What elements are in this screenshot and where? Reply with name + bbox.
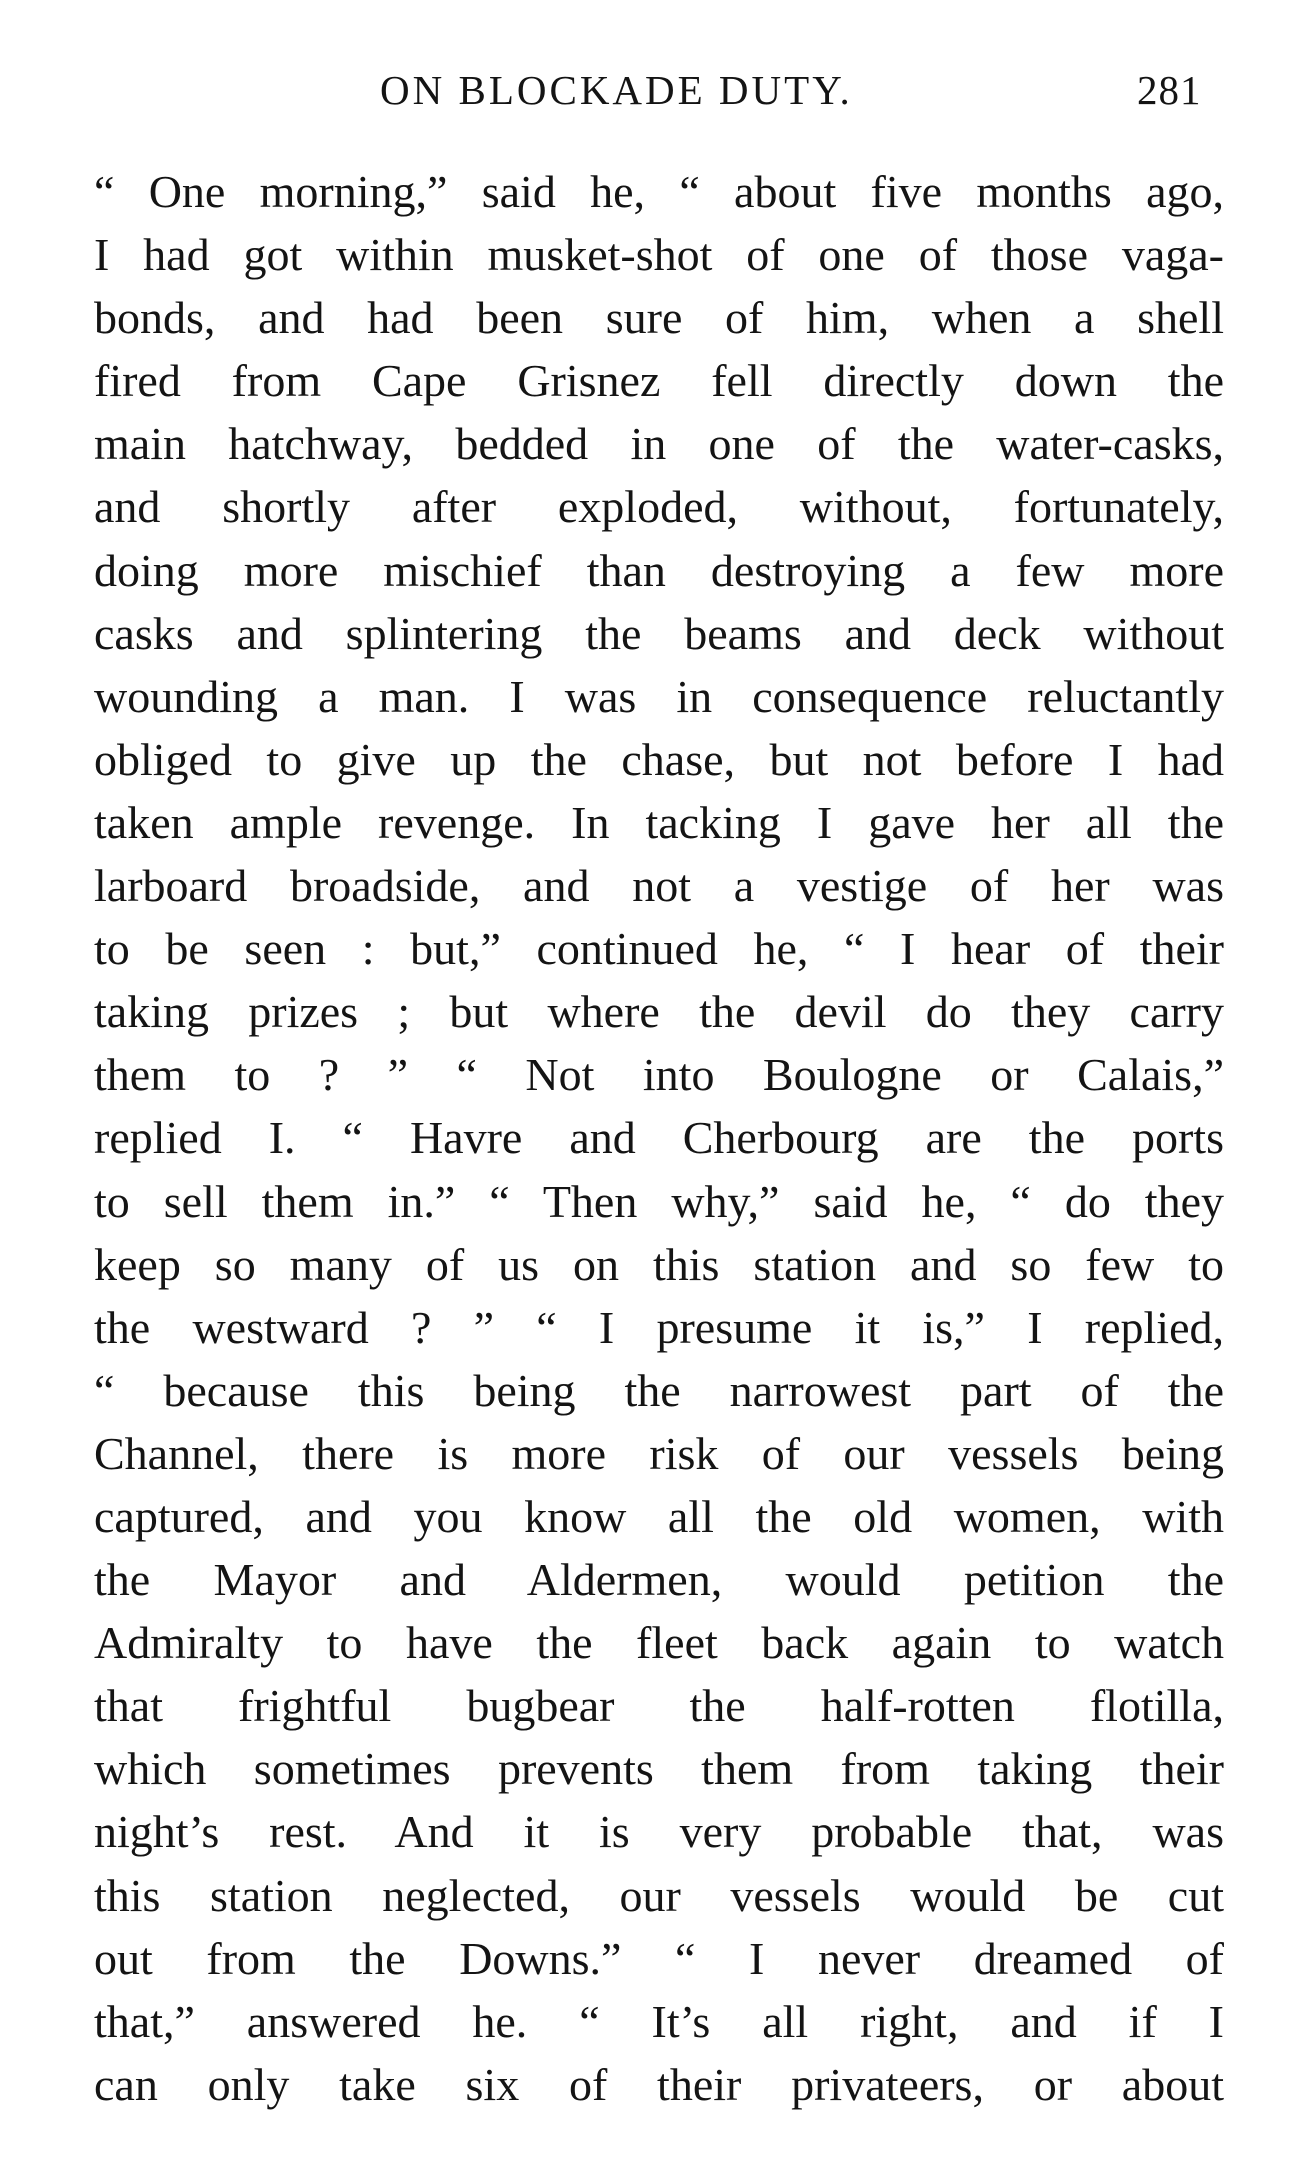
text-line: to sell them in.” “ Then why,” said he, “ do they (94, 1175, 1224, 1227)
text-line: main hatchway, bedded in one of the water-casks, (94, 418, 1224, 470)
text-line: Admiralty to have the fleet back again to watch (94, 1617, 1224, 1669)
text-line: taken ample revenge. In tacking I gave her all the (94, 796, 1224, 848)
text-line: the Mayor and Aldermen, would petition the (94, 1554, 1224, 1606)
text-line: doing more mischief than destroying a few more (94, 544, 1224, 596)
text-line: “ One morning,” said he, “ about five months ago, (94, 166, 1224, 217)
text-line: I had got within musket-shot of one of those vaga- (94, 229, 1224, 281)
text-line: wounding a man. I was in consequence reluctantly (94, 670, 1224, 722)
text-line: larboard broadside, and not a vestige of her was (94, 860, 1224, 912)
text-line: fired from Cape Grisnez fell directly down the (94, 355, 1224, 407)
text-line: “ because this being the narrowest part of the (94, 1364, 1224, 1416)
text-line: casks and splintering the beams and deck without (94, 607, 1224, 659)
text-line: to be seen : but,” continued he, “ I hear of their (94, 923, 1224, 975)
page-number: 281 (1137, 67, 1202, 113)
text-line: out from the Downs.” “ I never dreamed of (94, 1932, 1224, 1984)
text-line: that,” answered he. “ It’s all right, and if I (94, 1995, 1224, 2047)
text-line: captured, and you know all the old women, with (94, 1490, 1224, 1542)
text-line: them to ? ” “ Not into Boulogne or Calais,” (94, 1049, 1224, 1101)
text-line: can only take six of their privateers, or about (94, 2058, 1224, 2110)
text-line: this station neglected, our vessels would be cut (94, 1869, 1224, 1921)
body-text (94, 160, 1224, 2116)
text-line: that frightful bugbear the half-rotten flotilla, (94, 1680, 1224, 1732)
text-line: keep so many of us on this station and so few to (94, 1238, 1224, 1290)
text-line: replied I. “ Havre and Cherbourg are the ports (94, 1112, 1224, 1164)
text-line: taking prizes ; but where the devil do they carry (94, 986, 1224, 1038)
running-head (0, 66, 1302, 126)
text-line: the westward ? ” “ I presume it is,” I replied, (94, 1301, 1224, 1353)
running-title: ON BLOCKADE DUTY. (380, 67, 853, 113)
text-line: obliged to give up the chase, but not before I had (94, 733, 1224, 785)
text-line: which sometimes prevents them from taking their (94, 1743, 1224, 1795)
text-line: Channel, there is more risk of our vessels being (94, 1427, 1224, 1479)
text-line: and shortly after exploded, without, fortunately, (94, 481, 1224, 533)
text-line: night’s rest. And it is very probable that, was (94, 1806, 1224, 1858)
text-line: bonds, and had been sure of him, when a shell (94, 292, 1224, 344)
